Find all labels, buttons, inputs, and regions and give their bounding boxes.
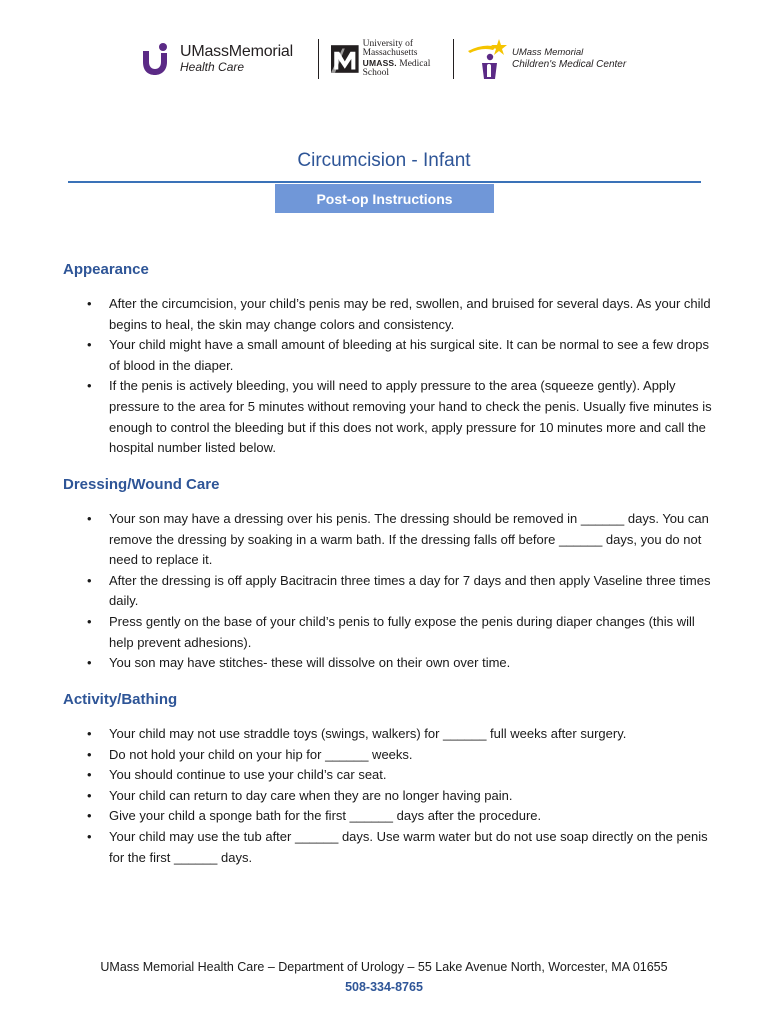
childrens-medical-center-logo <box>466 37 626 81</box>
umass-logo-line1: University of <box>362 38 414 49</box>
list-item: • After the circumcision, your child’s penis may be red, swollen, and bruised for several days. As your child begins to heal, the skin may change colors and consistency. <box>63 294 713 335</box>
list-item: • After the dressing is off apply Bacitracin three times a day for 7 days and then apply Vaseline three times daily. <box>63 571 713 612</box>
section-dressing-wound-care <box>63 475 713 674</box>
list-item: • Your child might have a small amount of bleeding at his surgical site. It can be normal to see a few drops of blood in the diaper. <box>63 335 713 376</box>
umass-memorial-mark-icon <box>140 42 174 76</box>
umass-memorial-health-care-logo <box>140 42 306 76</box>
list-item: • Do not hold your child on your hip for ______ weeks. <box>63 745 713 766</box>
section-heading: Appearance <box>63 261 149 278</box>
page-title: Circumcision - Infant <box>297 150 471 171</box>
list-item: • Your child may not use straddle toys (swings, walkers) for ______ full weeks after surgery. <box>63 724 713 745</box>
list-item: • You son may have stitches- these will dissolve on their own over time. <box>63 653 713 674</box>
subtitle-banner <box>275 184 494 213</box>
logo-divider <box>453 39 454 79</box>
section-appearance <box>63 260 713 459</box>
bullet-list <box>63 294 713 459</box>
umass-medical-school-logo <box>331 40 441 79</box>
list-item: • Your son may have a dressing over his penis. The dressing should be removed in ______ days. You can remove the dressing by soaking in a warm bath. If the dressing falls off before ______ days, you do not need to replace it. <box>63 509 713 571</box>
list-item: • Press gently on the base of your child’s penis to fully expose the penis during diaper changes (this will help prevent adhesions). <box>63 612 713 653</box>
umass-logo-line3-rest: Medical School <box>362 58 431 78</box>
header-logo-bar <box>140 36 640 82</box>
subtitle-text: Post-op Instructions <box>316 190 453 207</box>
list-item: • If the penis is actively bleeding, you will need to apply pressure to the area (squeeze gently). Apply pressure to the area for 5 minutes without removing your hand to check the penis. Usually five minutes is enough to control the bleeding but if this does not work, apply pressure for 10 minutes more and call the hospital number listed below. <box>63 376 713 458</box>
bullet-list <box>63 724 713 868</box>
umass-logo-bold: UMASS. <box>362 57 397 68</box>
section-heading: Dressing/Wound Care <box>63 476 220 493</box>
umm-logo-line2: Health Care <box>180 60 245 75</box>
list-item: • Your child may use the tub after ______ days. Use warm water but do not use soap directly on the penis for the first ______ days. <box>63 827 713 868</box>
cmc-logo-line1: UMass Memorial <box>512 47 584 59</box>
umass-logo-line3 <box>363 59 441 79</box>
list-item: • You should continue to use your child’s car seat. <box>63 765 713 786</box>
footer-phone: 508-334-8765 <box>345 980 423 994</box>
section-activity-bathing <box>63 690 713 868</box>
umass-medical-school-mark-icon <box>331 42 359 76</box>
title-rule <box>68 181 701 183</box>
childrens-star-figure-icon <box>466 37 510 81</box>
section-heading: Activity/Bathing <box>63 691 178 708</box>
logo-divider <box>318 39 319 79</box>
umass-logo-line2: Massachusetts <box>362 48 418 58</box>
umm-logo-line1: UMassMemorial <box>180 43 293 61</box>
cmc-logo-line2: Children's Medical Center <box>512 58 627 70</box>
bullet-list <box>63 509 713 674</box>
footer-address: UMass Memorial Health Care – Department of Urology – 55 Lake Avenue North, Worcester, MA 01655 <box>100 960 668 974</box>
list-item: • Give your child a sponge bath for the first ______ days after the procedure. <box>63 806 713 827</box>
list-item: • Your child can return to day care when they are no longer having pain. <box>63 786 713 807</box>
